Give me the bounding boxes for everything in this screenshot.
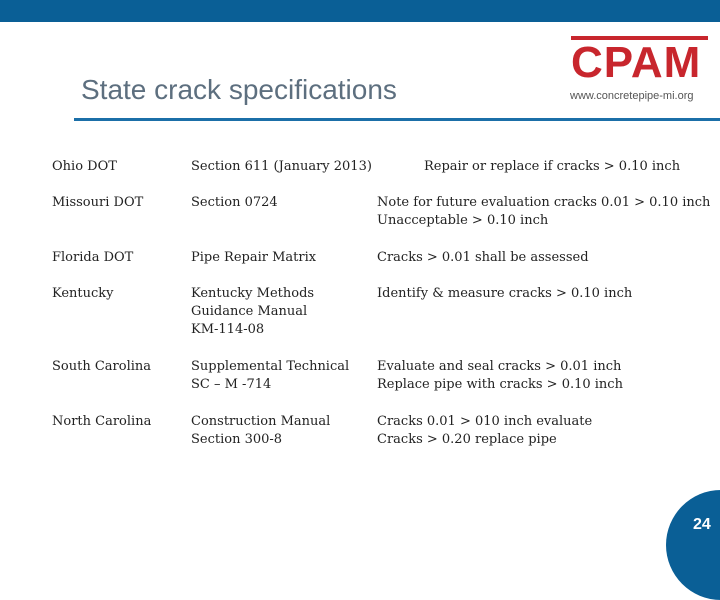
state-name: South Carolina xyxy=(52,359,152,374)
requirement-line: Unacceptable > 0.10 inch xyxy=(377,213,549,228)
requirement-line: Cracks 0.01 > 010 inch evaluate xyxy=(377,414,593,429)
state-name: Kentucky xyxy=(52,286,114,301)
slide-title: State crack specifications xyxy=(81,74,397,105)
section-ref xyxy=(191,158,372,176)
header-bar xyxy=(0,0,720,22)
section-ref xyxy=(191,194,278,212)
requirement xyxy=(377,358,623,394)
section-line: Pipe Repair Matrix xyxy=(191,250,317,265)
requirement xyxy=(377,413,592,449)
cpam-logo xyxy=(565,34,715,106)
section-line: KM-114-08 xyxy=(191,322,265,337)
section-ref xyxy=(191,413,330,449)
state-name: Ohio DOT xyxy=(52,159,117,174)
requirement xyxy=(377,249,589,267)
requirement-line: Evaluate and seal cracks > 0.01 inch xyxy=(377,359,622,374)
section-line: Supplemental Technical xyxy=(191,359,350,374)
page-number-badge xyxy=(666,490,720,600)
requirement-line: Repair or replace if cracks > 0.10 inch xyxy=(424,159,681,174)
title-divider xyxy=(74,118,720,121)
section-line: Section 611 (January 2013) xyxy=(191,159,372,174)
section-ref xyxy=(191,249,316,267)
section-line: Kentucky Methods xyxy=(191,286,315,301)
state-name: North Carolina xyxy=(52,414,152,429)
state-name: Florida DOT xyxy=(52,250,134,265)
logo-url: www.concretepipe-mi.org xyxy=(570,90,694,102)
requirement xyxy=(377,194,710,230)
requirement-line: Identify & measure cracks > 0.10 inch xyxy=(377,286,633,301)
section-line: Section 0724 xyxy=(191,195,278,210)
requirement xyxy=(377,285,632,303)
requirement-line: Cracks > 0.20 replace pipe xyxy=(377,432,557,447)
requirement-line: Replace pipe with cracks > 0.10 inch xyxy=(377,377,623,392)
state-name: Missouri DOT xyxy=(52,195,144,210)
requirement-line: Note for future evaluation cracks 0.01 > 0.10 inch xyxy=(377,195,711,210)
section-ref xyxy=(191,285,314,339)
section-line: Construction Manual xyxy=(191,414,331,429)
section-ref xyxy=(191,358,349,394)
section-line: SC – M -714 xyxy=(191,377,272,392)
requirement-line: Cracks > 0.01 shall be assessed xyxy=(377,250,589,265)
page-number: 24 xyxy=(693,516,711,533)
section-line: Section 300-8 xyxy=(191,432,283,447)
section-line: Guidance Manual xyxy=(191,304,308,319)
logo-text: CPAM xyxy=(571,38,702,87)
requirement xyxy=(424,158,680,176)
